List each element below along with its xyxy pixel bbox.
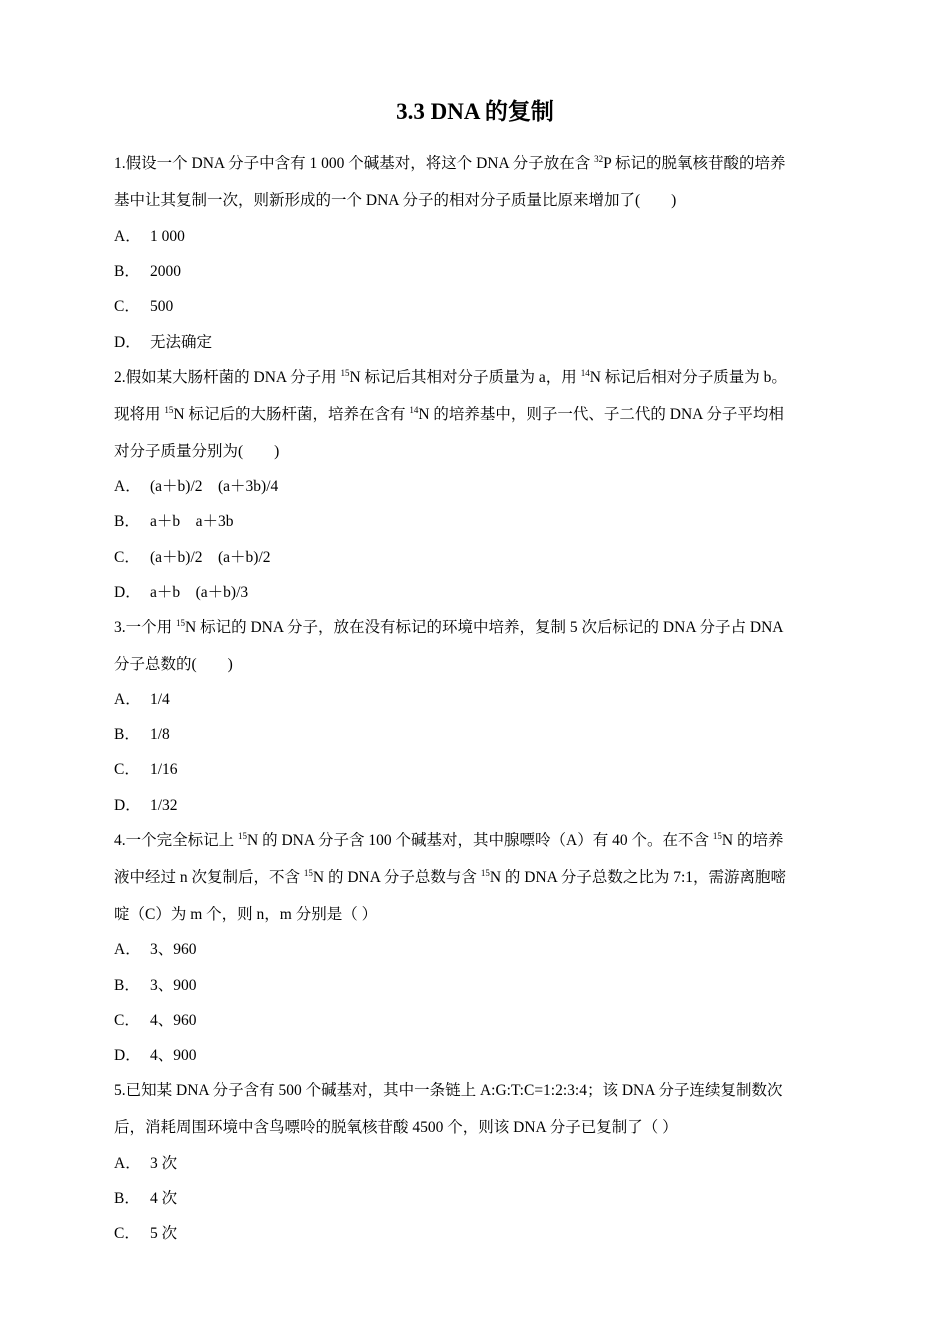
q5-stem-line-2: 后，消耗周围环境中含鸟嘌呤的脱氧核苷酸 4500 个，则该 DNA 分子已复制了（ ） — [114, 1119, 678, 1136]
q1-option-b[interactable]: B． 2000 — [114, 263, 181, 280]
q3-stem-line-2: 分子总数的( ) — [114, 656, 233, 673]
page-title: 3.3 DNA 的复制 — [396, 99, 554, 124]
q2-option-d[interactable]: D． a＋b (a＋b)/3 — [114, 584, 249, 601]
q2-stem-line-1: 2.假如某大肠杆菌的 DNA 分子用 $^{15}$N 标记后其相对分子质量为 a，用 $^{14}$N 标记后相对分子质量为 b。 — [114, 368, 787, 386]
q1-option-d[interactable]: D． 无法确定 — [114, 334, 213, 351]
q5-option-a[interactable]: A． 3 次 — [114, 1155, 178, 1172]
q4-stem-line-2: 液中经过 n 次复制后，不含 $^{15}$N 的 DNA 分子总数与含 $^{15}$N 的 DNA 分子总数之比为 7:1，需游离胞嘧 — [114, 868, 787, 886]
q1-option-a[interactable]: A． 1 000 — [114, 228, 185, 245]
q4-stem-line-3: 啶（C）为 m 个，则 n，m 分别是（ ） — [114, 906, 378, 923]
q1-stem-line-2: 基中让其复制一次，则新形成的一个 DNA 分子的相对分子质量比原来增加了( ) — [114, 192, 677, 209]
q3-option-b[interactable]: B． 1/8 — [114, 726, 170, 743]
q3-stem-line-1: 3.一个用 $^{15}$N 标记的 DNA 分子，放在没有标记的环境中培养，复制 5 次后标记的 DNA 分子占 DNA — [114, 618, 784, 636]
q4-option-b[interactable]: B． 3、900 — [114, 977, 197, 994]
q2-option-b[interactable]: B． a＋b a＋3b — [114, 513, 234, 530]
q4-option-d[interactable]: D． 4、900 — [114, 1047, 197, 1064]
q2-stem-line-3: 对分子质量分别为( ) — [114, 443, 280, 460]
q3-option-a[interactable]: A． 1/4 — [114, 691, 170, 708]
q5-stem-line-1: 5.已知某 DNA 分子含有 500 个碱基对，其中一条链上 A:G:T:C=1:2:3:4；该 DNA 分子连续复制数次 — [114, 1082, 783, 1099]
q3-option-c[interactable]: C． 1/16 — [114, 761, 178, 778]
q4-option-a[interactable]: A． 3、960 — [114, 941, 197, 958]
q2-option-c[interactable]: C． (a＋b)/2 (a＋b)/2 — [114, 549, 271, 566]
q3-option-d[interactable]: D． 1/32 — [114, 797, 178, 814]
q2-option-a[interactable]: A． (a＋b)/2 (a＋3b)/4 — [114, 478, 279, 495]
q4-stem-line-1: 4.一个完全标记上 $^{15}$N 的 DNA 分子含 100 个碱基对，其中腺嘌呤（A）有 40 个。在不含 $^{15}$N 的培养 — [114, 831, 784, 849]
q5-option-b[interactable]: B． 4 次 — [114, 1190, 178, 1207]
q4-option-c[interactable]: C． 4、960 — [114, 1012, 197, 1029]
q1-stem-line-1: 1.假设一个 DNA 分子中含有 1 000 个碱基对，将这个 DNA 分子放在含 $^{32}$P 标记的脱氧核苷酸的培养 — [114, 154, 786, 172]
q1-option-c[interactable]: C． 500 — [114, 298, 174, 315]
q5-option-c[interactable]: C． 5 次 — [114, 1225, 178, 1242]
q2-stem-line-2: 现将用 $^{15}$N 标记后的大肠杆菌，培养在含有 $^{14}$N 的培养基中，则子一代、子二代的 DNA 分子平均相 — [114, 405, 784, 423]
